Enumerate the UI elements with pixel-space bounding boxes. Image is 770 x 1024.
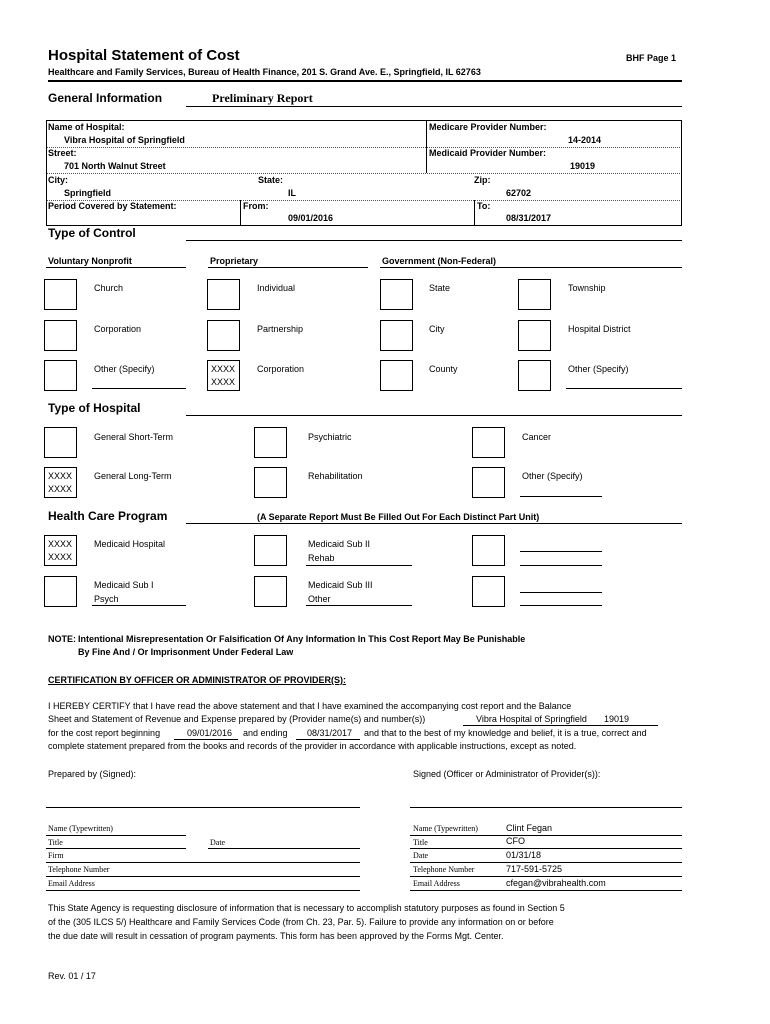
disclosure-line-2: of the (305 ILCS 5/) Healthcare and Family Services Code (from Ch. 23, Par. 5). Failure to provide any information on or before [48,917,554,927]
other-nonprofit-label: Other (Specify) [94,364,155,374]
type-of-hospital-heading: Type of Hospital [48,401,141,415]
signed-by-label: Signed (Officer or Administrator of Provider(s)): [413,769,601,779]
certification-heading: CERTIFICATION BY OFFICER OR ADMINISTRATOR OF PROVIDER(S): [48,675,346,685]
left-title-field[interactable] [46,848,186,849]
other-government-label: Other (Specify) [568,364,629,374]
note-label: NOTE: [48,634,76,644]
medicaid-sub-ii-checkbox[interactable] [254,535,287,566]
rehabilitation-label: Rehabilitation [308,471,363,481]
medicaid-sub-ii-field[interactable]: Rehab [308,553,335,563]
street-label: Street: [48,148,77,158]
left-date-field[interactable] [208,848,360,849]
checkbox-mark: XXXX [48,471,73,481]
corporation-proprietary-label: Corporation [257,364,305,374]
left-title-label: Title [48,838,63,847]
church-checkbox[interactable] [44,279,77,310]
cert-end-date-field[interactable]: 08/31/2017 [307,728,353,738]
certification-line-2: Sheet and Statement of Revenue and Expense prepared by (Provider name(s) and number(s)) [48,714,426,724]
city-label: City: [48,175,68,185]
cancer-checkbox[interactable] [472,427,505,458]
corporation-nonprofit-label: Corporation [94,324,142,334]
general-short-term-label: General Short-Term [94,432,174,442]
extra-program-line-2[interactable] [520,565,602,566]
page-number: BHF Page 1 [626,53,677,63]
county-label: County [429,364,458,374]
left-email-label: Email Address [48,879,95,888]
other-nonprofit-checkbox[interactable] [44,360,77,391]
from-label: From: [243,201,269,211]
partnership-label: Partnership [257,324,304,334]
right-name-label: Name (Typewritten) [413,824,478,833]
proprietary-header: Proprietary [210,256,259,266]
county-checkbox[interactable] [380,360,413,391]
psychiatric-checkbox[interactable] [254,427,287,458]
health-care-program-heading: Health Care Program [48,509,168,523]
extra-program-line-4[interactable] [520,605,602,606]
zip-label: Zip: [474,175,491,185]
right-email-label: Email Address [413,879,460,888]
certification-line-3a: for the cost report beginning [48,728,161,738]
note-line-2: By Fine And / Or Imprisonment Under Federal Law [78,647,294,657]
right-phone-field[interactable]: 717-591-5725 [506,864,563,874]
rehabilitation-checkbox[interactable] [254,467,287,498]
left-firm-field[interactable] [46,862,360,863]
right-title-field[interactable]: CFO [506,836,525,846]
checkbox-mark: XXXX [48,539,73,549]
medicaid-number-label: Medicaid Provider Number: [429,148,547,158]
certification-line-3b: and ending [243,728,288,738]
revision-label: Rev. 01 / 17 [48,971,96,981]
right-email-field[interactable]: cfegan@vibrahealth.com [506,878,606,888]
prepared-by-signature-line[interactable] [46,807,360,808]
general-information-heading: General Information [48,91,163,105]
psychiatric-label: Psychiatric [308,432,352,442]
right-name-field[interactable]: Clint Fegan [506,823,553,833]
extra-program-checkbox-2[interactable] [472,576,505,607]
state-label: State: [258,175,284,185]
left-phone-label: Telephone Number [48,865,110,874]
medicaid-hospital-checkbox[interactable] [44,535,77,566]
checkbox-mark: XXXX [211,364,236,374]
state-control-label: State [429,283,451,293]
program-heading-line [186,523,682,524]
township-checkbox[interactable] [518,279,551,310]
left-phone-field[interactable] [46,876,360,877]
other-hospital-type-checkbox[interactable] [472,467,505,498]
city-field[interactable]: Springfield [64,188,111,198]
medicaid-sub-iii-checkbox[interactable] [254,576,287,607]
general-short-term-checkbox[interactable] [44,427,77,458]
from-date-field[interactable]: 09/01/2016 [288,213,334,223]
hospital-heading-line [186,415,682,416]
report-status[interactable]: Preliminary Report [212,91,313,105]
partnership-checkbox[interactable] [207,320,240,351]
state-checkbox[interactable] [380,279,413,310]
general-long-term-label: General Long-Term [94,471,172,481]
control-heading-line [186,240,682,241]
prepared-by-label: Prepared by (Signed): [48,769,137,779]
left-email-field[interactable] [46,890,360,891]
other-hospital-type-line[interactable] [520,496,602,497]
right-phone-label: Telephone Number [413,865,475,874]
extra-program-line-1[interactable] [520,551,602,552]
church-label: Church [94,283,124,293]
other-hospital-type-label: Other (Specify) [522,471,583,481]
medicare-number-label: Medicare Provider Number: [429,122,547,132]
hospital-name-field[interactable]: Vibra Hospital of Springfield [64,135,185,145]
medicaid-sub-i-field[interactable]: Psych [94,594,119,604]
corporation-nonprofit-checkbox[interactable] [44,320,77,351]
report-status-line [186,106,682,107]
left-firm-label: Firm [48,851,64,860]
disclosure-line-3: the due date will result in cessation of program payments. This form has been approved by the Forms Mgt. Center. [48,931,504,941]
officer-signature-line[interactable] [410,807,682,808]
certification-line-1: I HEREBY CERTIFY that I have read the above statement and that I have examined the accompanying cost report and the Balance [48,701,572,711]
medicare-number-field[interactable]: 14-2014 [568,135,602,145]
city-control-label: City [429,324,445,334]
medicaid-sub-iii-label: Medicaid Sub III [308,580,373,590]
certification-line-3c: and that to the best of my knowledge and belief, it is a true, correct and [364,728,647,738]
zip-field[interactable]: 62702 [506,188,532,198]
other-nonprofit-line[interactable] [92,388,186,389]
medicaid-number-field[interactable]: 19019 [570,161,596,171]
right-date-field[interactable]: 01/31/18 [506,850,542,860]
header-rule [48,80,682,82]
type-of-control-heading: Type of Control [48,226,136,240]
provider-name-field[interactable]: Vibra Hospital of Springfield [476,714,587,724]
medicaid-sub-i-checkbox[interactable] [44,576,77,607]
other-government-checkbox[interactable] [518,360,551,391]
medicaid-hospital-label: Medicaid Hospital [94,539,166,549]
checkbox-mark: XXXX [48,484,73,494]
provider-number-field[interactable]: 19019 [604,714,630,724]
extra-program-line-3[interactable] [520,592,602,593]
disclosure-line-1: This State Agency is requesting disclosure of information that is necessary to accomplish statutory purposes as found in Section 5 [48,903,565,913]
hospital-district-label: Hospital District [568,324,631,334]
period-label: Period Covered by Statement: [48,201,177,211]
left-name-label: Name (Typewritten) [48,824,113,833]
checkbox-mark: XXXX [48,552,73,562]
general-long-term-checkbox[interactable] [44,467,77,498]
street-field[interactable]: 701 North Walnut Street [64,161,166,171]
left-date-label: Date [210,838,226,847]
voluntary-nonprofit-header: Voluntary Nonprofit [48,256,132,266]
right-date-label: Date [413,851,429,860]
certification-line-4: complete statement prepared from the books and records of the provider in accordance with applicable instructions, except as noted. [48,741,577,751]
extra-program-checkbox-1[interactable] [472,535,505,566]
left-name-field[interactable] [46,835,186,836]
cancer-label: Cancer [522,432,552,442]
individual-checkbox[interactable] [207,279,240,310]
corporation-proprietary-checkbox[interactable] [207,360,240,391]
page-title: Hospital Statement of Cost [48,47,240,64]
medicaid-sub-i-label: Medicaid Sub I [94,580,154,590]
to-label: To: [477,201,491,211]
other-government-line[interactable] [566,388,682,389]
checkbox-mark: XXXX [211,377,236,387]
government-header: Government (Non-Federal) [382,256,497,266]
right-title-label: Title [413,838,428,847]
to-date-field[interactable]: 08/31/2017 [506,213,552,223]
agency-address: Healthcare and Family Services, Bureau of Health Finance, 201 S. Grand Ave. E., Springfield, IL 62763 [48,67,481,77]
medicaid-sub-ii-label: Medicaid Sub II [308,539,371,549]
hospital-name-label: Name of Hospital: [48,122,125,132]
program-note: (A Separate Report Must Be Filled Out For Each Distinct Part Unit) [257,512,540,522]
city-checkbox[interactable] [380,320,413,351]
township-label: Township [568,283,606,293]
cert-begin-date-field[interactable]: 09/01/2016 [187,728,233,738]
medicaid-sub-iii-field[interactable]: Other [308,594,331,604]
note-line-1: Intentional Misrepresentation Or Falsification Of Any Information In This Cost Report May Be Punishable [78,634,526,644]
state-field[interactable]: IL [288,188,296,198]
individual-label: Individual [257,283,296,293]
hospital-district-checkbox[interactable] [518,320,551,351]
